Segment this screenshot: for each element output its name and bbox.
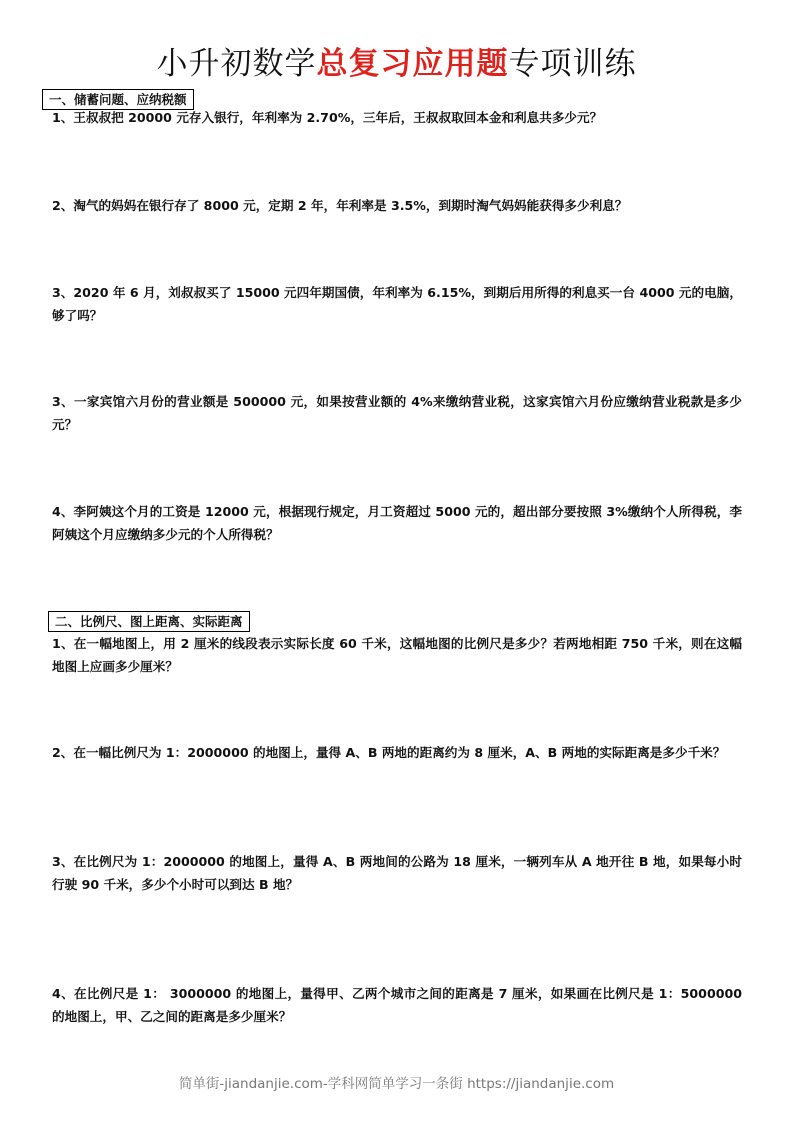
question-2-3: 3、在比例尺为 1：2000000 的地图上，量得 A、B 两地间的公路为 18 厘米，一辆列车从 A 地开往 B 地，如果每小时行驶 90 千米，多少个小时可以到达 B 地？ [52, 854, 742, 892]
question-1-1: 1、王叔叔把 20000 元存入银行，年利率为 2.70%，三年后，王叔叔取回本金和利息共多少元？ [52, 110, 603, 125]
title-part-2-highlight: 总复习应用题 [316, 46, 509, 82]
footer-watermark: 简单街-jiandanjie.com-学科网简单学习一条街 https://jiandanjie.com [178, 1076, 615, 1092]
title-part-1: 小升初数学 [156, 46, 317, 82]
title-part-3: 专项训练 [508, 46, 637, 82]
question-2-2: 2、在一幅比例尺为 1：2000000 的地图上，量得 A、B 两地的距离约为 8 厘米，A、B 两地的实际距离是多少千米？ [52, 745, 726, 760]
question-2-4: 4、在比例尺是 1： 3000000 的地图上，量得甲、乙两个城市之间的距离是 7 厘米，如果画在比例尺是 1：5000000 的地图上，甲、乙之间的距离是多少厘米？ [52, 986, 742, 1024]
section-1-heading: 一、储蓄问题、应纳税额 [42, 89, 194, 110]
question-1-3: 3、2020 年 6 月，刘叔叔买了 15000 元四年期国债，年利率为 6.15%，到期后用所得的利息买一台 4000 元的电脑，够了吗？ [52, 285, 742, 323]
question-1-4: 3、一家宾馆六月份的营业额是 500000 元，如果按营业额的 4%来缴纳营业税，这家宾馆六月份应缴纳营业税款是多少元？ [52, 394, 742, 432]
section-2-heading: 二、比例尺、图上距离、实际距离 [48, 611, 250, 632]
question-1-2: 2、淘气的妈妈在银行存了 8000 元，定期 2 年，年利率是 3.5%，到期时淘气妈妈能获得多少利息？ [52, 198, 628, 213]
question-2-1: 1、在一幅地图上，用 2 厘米的线段表示实际长度 60 千米，这幅地图的比例尺是多少？若两地相距 750 千米，则在这幅地图上应画多少厘米？ [52, 636, 742, 674]
page-title [0, 38, 793, 83]
question-1-5: 4、李阿姨这个月的工资是 12000 元，根据现行规定，月工资超过 5000 元的，超出部分要按照 3%缴纳个人所得税，李阿姨这个月应缴纳多少元的个人所得税？ [52, 504, 742, 542]
